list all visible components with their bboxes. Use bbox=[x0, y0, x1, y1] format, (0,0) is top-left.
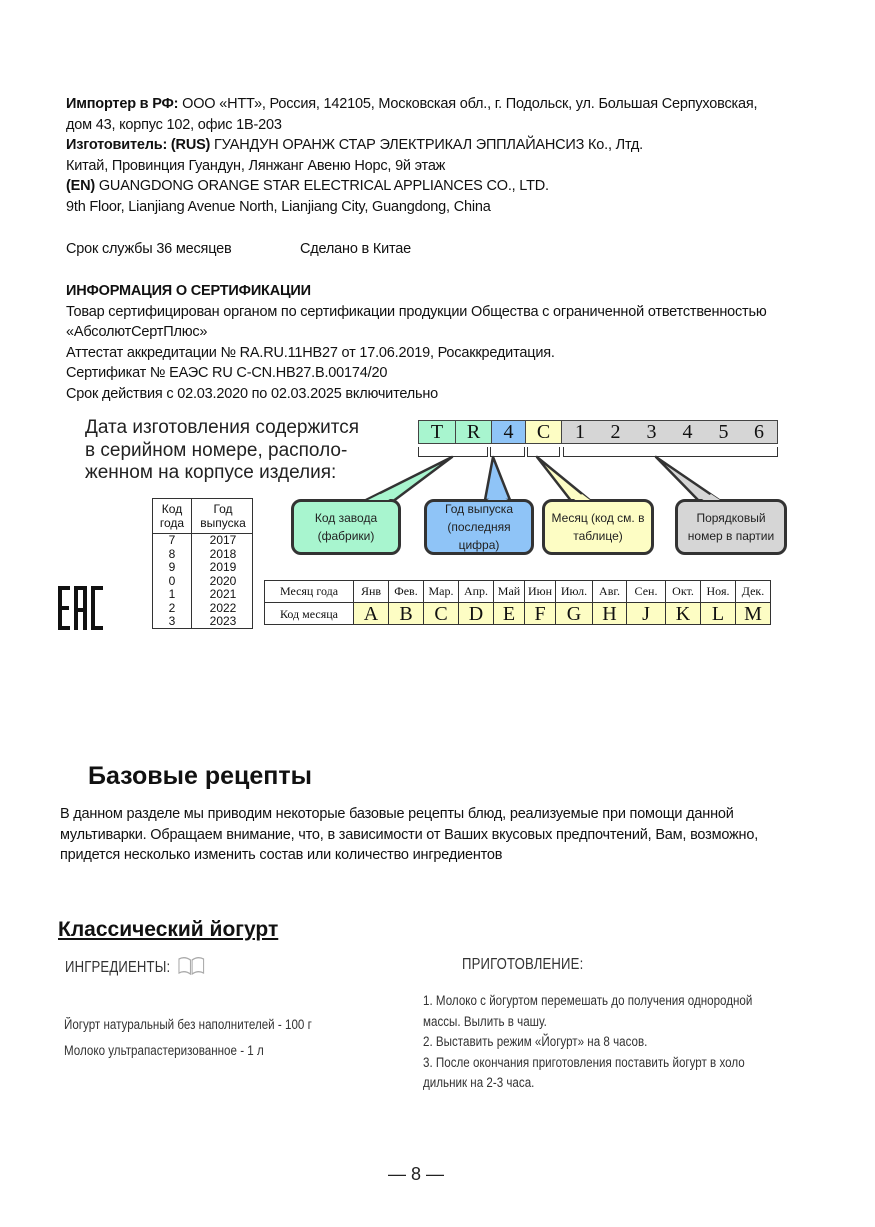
table-row bbox=[265, 603, 771, 625]
page-number: — 8 — bbox=[388, 1164, 445, 1184]
recipe-title: Классический йогурт bbox=[58, 918, 279, 941]
recipes-title: Базовые рецепты bbox=[88, 762, 312, 790]
month-code-table bbox=[264, 580, 771, 625]
serial-char: C bbox=[525, 420, 562, 444]
certification-title: ИНФОРМАЦИЯ О СЕРТИФИКАЦИИ bbox=[66, 283, 311, 299]
serial-char: 4 bbox=[669, 420, 706, 444]
month-code-row-label: Код месяца bbox=[265, 603, 354, 625]
month-code-cell: E bbox=[494, 603, 525, 625]
table-row: 1 2021 bbox=[168, 587, 237, 601]
table-row bbox=[265, 581, 771, 603]
preparation-steps bbox=[423, 991, 752, 1094]
serial-char: 2 bbox=[597, 420, 634, 444]
month-cell: Авг. bbox=[593, 581, 627, 603]
recipes-intro: В данном разделе мы приводим некоторые базовые рецепты блюд, реализуемые при помощи данной мультиварки. Обращаем внимание, что, в зависимости от Ваших вкусовых предпочтений, Вам, возможно, придется несколько изменить состав или количество ингредиентов bbox=[60, 806, 759, 863]
manufacturer-address-ru: Китай, Провинция Гуандун, Лянжанг Авеню Норс, 9й этаж bbox=[66, 157, 446, 174]
service-life: Срок службы 36 месяцев bbox=[66, 241, 232, 257]
year-table-header-year: Год выпуска bbox=[200, 502, 246, 530]
manufacturer-line: Изготовитель: (RUS) ГУАНДУН ОРАНЖ СТАР ЭЛЕКТРИКАЛ ЭППЛАЙАНСИЗ Ко., Лтд. bbox=[66, 137, 644, 153]
month-cell: Сен. bbox=[627, 581, 666, 603]
month-cell: Мар. bbox=[424, 581, 459, 603]
month-code-cell: J bbox=[627, 603, 666, 625]
certification-line: Срок действия с 02.03.2020 по 02.03.2025 включительно bbox=[66, 385, 439, 402]
month-cell: Ноя. bbox=[701, 581, 736, 603]
month-code-cell: K bbox=[666, 603, 701, 625]
importer-line-2: дом 43, корпус 102, офис 1В-203 bbox=[66, 116, 282, 133]
certification-line: «АбсолютСертПлюс» bbox=[66, 324, 208, 340]
manufacturer-en-line: (EN) GUANGDONG ORANGE STAR ELECTRICAL APPLIANCES CO., LTD. bbox=[66, 178, 549, 194]
year-table-header-code: Код года bbox=[159, 502, 185, 530]
serial-char: 1 bbox=[561, 420, 598, 444]
table-row: 3 2023 bbox=[168, 614, 237, 628]
certification-line: Товар сертифицирован органом по сертификации продукции Общества с ограниченной ответственностью bbox=[66, 303, 767, 320]
pointer-merge bbox=[0, 480, 875, 510]
month-code-cell: A bbox=[354, 603, 389, 625]
eac-logo bbox=[58, 586, 104, 630]
month-cell: Окт. bbox=[666, 581, 701, 603]
month-cell: Янв bbox=[354, 581, 389, 603]
list-item: 2. Выставить режим «Йогурт» на 8 часов. bbox=[423, 1034, 648, 1049]
book-icon bbox=[177, 956, 205, 976]
table-row: 0 2020 bbox=[168, 573, 237, 588]
serial-char: 5 bbox=[705, 420, 742, 444]
bubble-year-code: Год выпуска (последняя цифра) bbox=[424, 499, 534, 555]
made-in: Сделано в Китае bbox=[300, 241, 412, 257]
month-cell: Апр. bbox=[459, 581, 494, 603]
year-code-table bbox=[152, 498, 253, 629]
certification-line: Сертификат № ЕАЭС RU C-CN.НВ27.В.00174/20 bbox=[66, 365, 388, 381]
manufacturer-address-en: 9th Floor, Lianjiang Avenue North, Lianjiang City, Guangdong, China bbox=[66, 198, 491, 215]
importer-line: Импортер в РФ: ООО «НТТ», Россия, 142105, Московская обл., г. Подольск, ул. Большая Серпуховская, bbox=[66, 96, 758, 112]
list-item: дильник на 2-3 часа. bbox=[423, 1075, 535, 1090]
list-item: 3. После окончания приготовления поставить йогурт в холо bbox=[423, 1054, 745, 1070]
callout-pointers bbox=[0, 0, 875, 560]
serial-char: R bbox=[455, 420, 492, 444]
month-cell: Фев. bbox=[389, 581, 424, 603]
month-code-cell: H bbox=[593, 603, 627, 625]
month-cell: Дек. bbox=[736, 581, 771, 603]
list-item: Молоко ультрапастеризованное - 1 л bbox=[64, 1043, 264, 1058]
table-row: 7 2017 bbox=[168, 533, 237, 547]
month-code-cell: M bbox=[736, 603, 771, 625]
serial-char: 4 bbox=[491, 420, 526, 444]
month-code-cell: B bbox=[389, 603, 424, 625]
list-item: 1. Молоко с йогуртом перемешать до получения однородной bbox=[423, 993, 753, 1008]
month-cell: Май bbox=[494, 581, 525, 603]
certification-line: Аттестат аккредитации № RA.RU.11НВ27 от 17.06.2019, Росаккредитация. bbox=[66, 344, 555, 361]
table-row: 8 2018 bbox=[168, 546, 237, 561]
bubble-month-code: Месяц (код см. в таблице) bbox=[542, 499, 654, 555]
serial-char: 6 bbox=[741, 420, 778, 444]
month-code-cell: G bbox=[556, 603, 593, 625]
table-row: 9 2019 bbox=[168, 560, 237, 574]
serial-char: T bbox=[418, 420, 456, 444]
serial-char: 3 bbox=[633, 420, 670, 444]
preparation-heading: ПРИГОТОВЛЕНИЕ: bbox=[462, 956, 584, 973]
month-row-label: Месяц года bbox=[265, 581, 354, 603]
list-item: массы. Вылить в чашу. bbox=[423, 1013, 547, 1029]
month-cell: Июн bbox=[525, 581, 556, 603]
serial-note: Дата изготовления содержится в серийном номере, располо- женном на корпусе изделия: bbox=[85, 417, 360, 483]
month-code-cell: F bbox=[525, 603, 556, 625]
month-cell: Июл. bbox=[556, 581, 593, 603]
bubble-factory-code: Код завода (фабрики) bbox=[291, 499, 401, 555]
list-item: Йогурт натуральный без наполнителей - 100 г bbox=[64, 1017, 312, 1032]
ingredients-heading: ИНГРЕДИЕНТЫ: bbox=[65, 956, 205, 977]
bubble-order-number: Порядковый номер в партии bbox=[675, 499, 787, 555]
table-row: 2 2022 bbox=[168, 600, 237, 615]
month-code-cell: D bbox=[459, 603, 494, 625]
month-code-cell: L bbox=[701, 603, 736, 625]
ingredients-list bbox=[64, 1012, 312, 1064]
month-code-cell: C bbox=[424, 603, 459, 625]
